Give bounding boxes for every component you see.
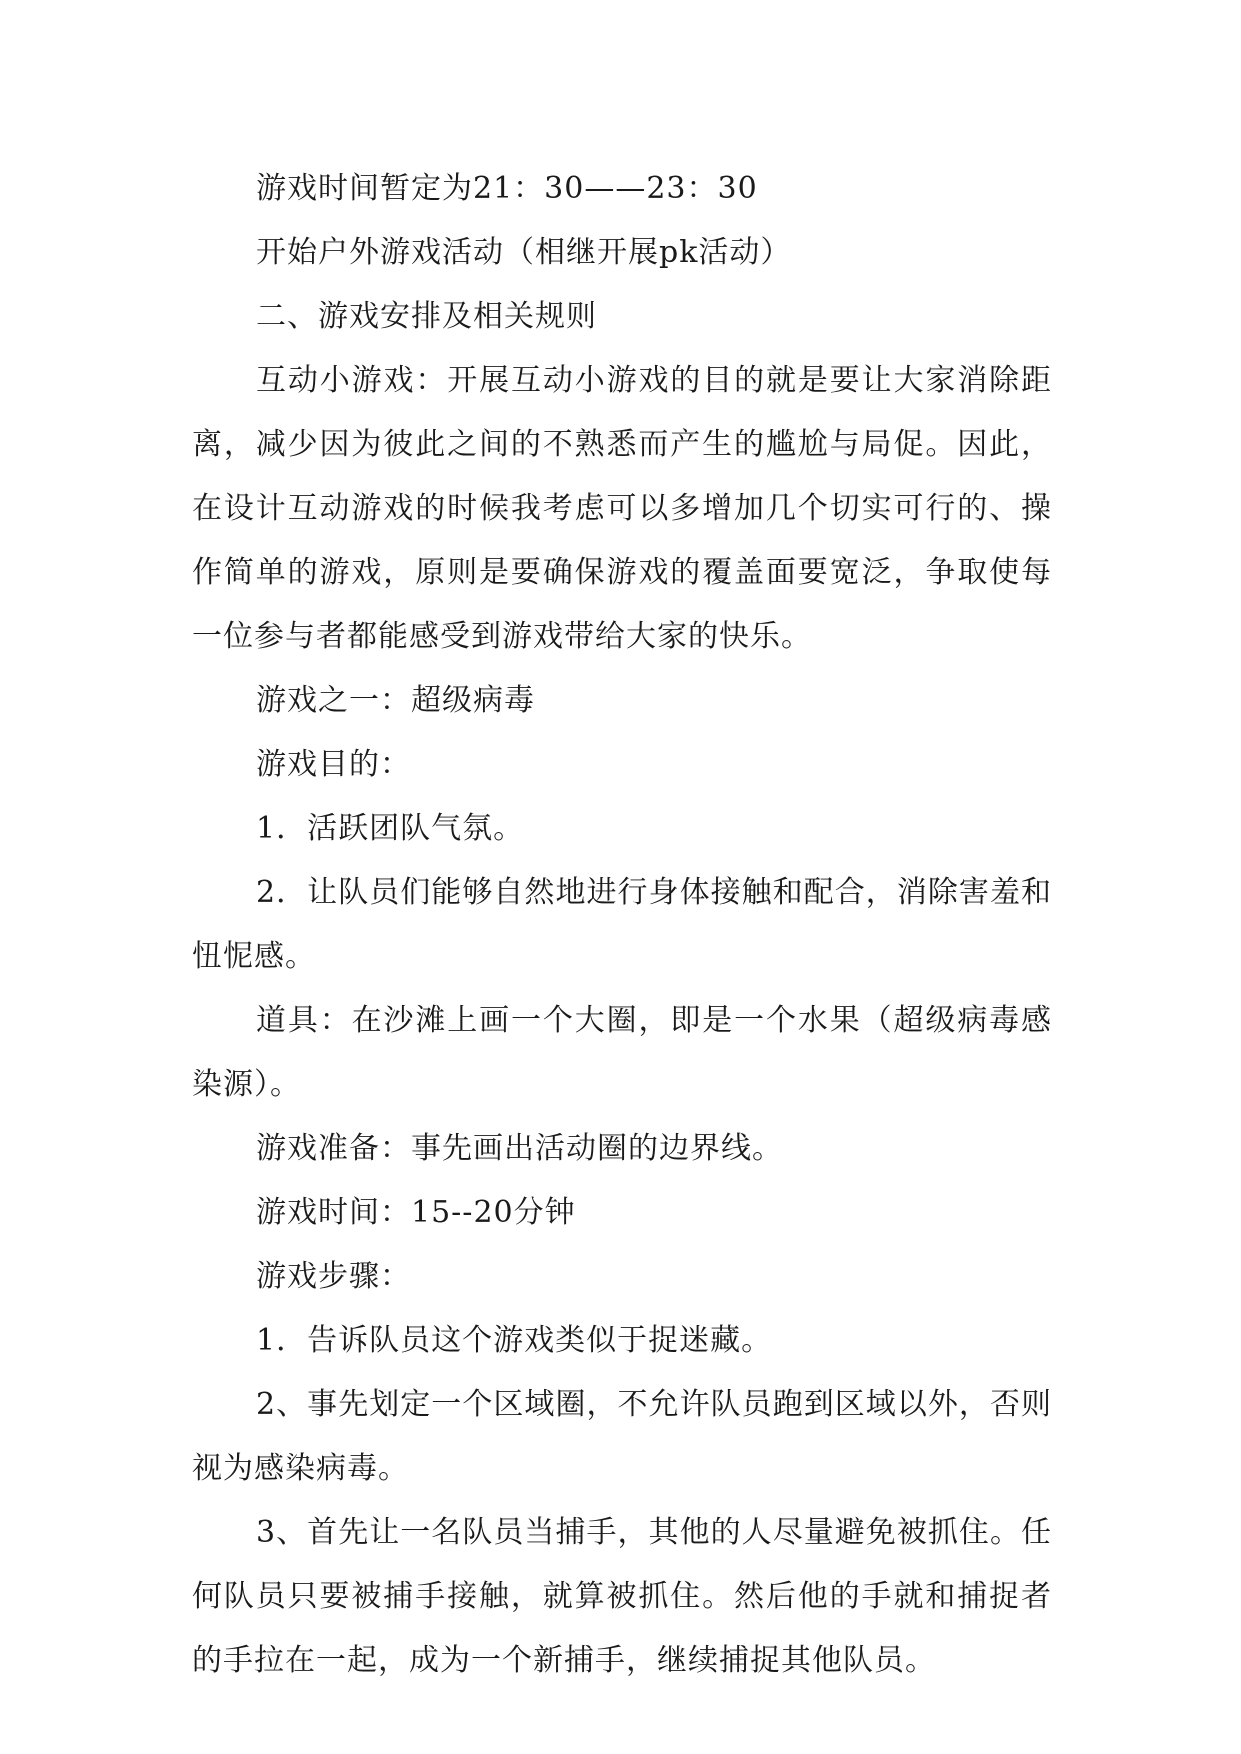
game-one-title: 游戏之一：超级病毒 — [256, 683, 535, 718]
paragraph-outdoor-activity: 开始户外游戏活动（相继开展pk活动） — [256, 235, 792, 270]
game-purpose-label: 游戏目的： — [256, 747, 411, 782]
step-item-2: 2、事先划定一个区域圈，不允许队员跑到区域以外，否则视为感染病毒。 — [192, 1387, 1052, 1486]
paragraph-game-time: 游戏时间暂定为21：30——23：30 — [256, 171, 758, 206]
section-heading-rules: 二、游戏安排及相关规则 — [256, 299, 597, 334]
paragraph-interactive-games: 互动小游戏：开展互动小游戏的目的就是要让大家消除距离，减少因为彼此之间的不熟悉而产生的尴尬与局促。因此，在设计互动游戏的时候我考虑可以多增加几个切实可行的、操作简单的游戏，原则是要确保游戏的覆盖面要宽泛，争取使每一位参与者都能感受到游戏带给大家的快乐。 — [192, 363, 1052, 654]
paragraph-preparation: 游戏准备：事先画出活动圈的边界线。 — [256, 1131, 783, 1166]
purpose-item-2: 2．让队员们能够自然地进行身体接触和配合，消除害羞和忸怩感。 — [192, 875, 1052, 974]
document-body — [192, 157, 1052, 1693]
game-steps-label: 游戏步骤： — [256, 1259, 411, 1294]
paragraph-props: 道具：在沙滩上画一个大圈，即是一个水果（超级病毒感染源）。 — [192, 1003, 1052, 1102]
purpose-item-1: 1．活跃团队气氛。 — [256, 811, 525, 846]
paragraph-duration: 游戏时间：15--20分钟 — [256, 1195, 576, 1230]
step-item-3: 3、首先让一名队员当捕手，其他的人尽量避免被抓住。任何队员只要被捕手接触，就算被抓住。然后他的手就和捕捉者的手拉在一起，成为一个新捕手，继续捕捉其他队员。 — [192, 1515, 1052, 1678]
step-item-1: 1．告诉队员这个游戏类似于捉迷藏。 — [256, 1323, 773, 1358]
